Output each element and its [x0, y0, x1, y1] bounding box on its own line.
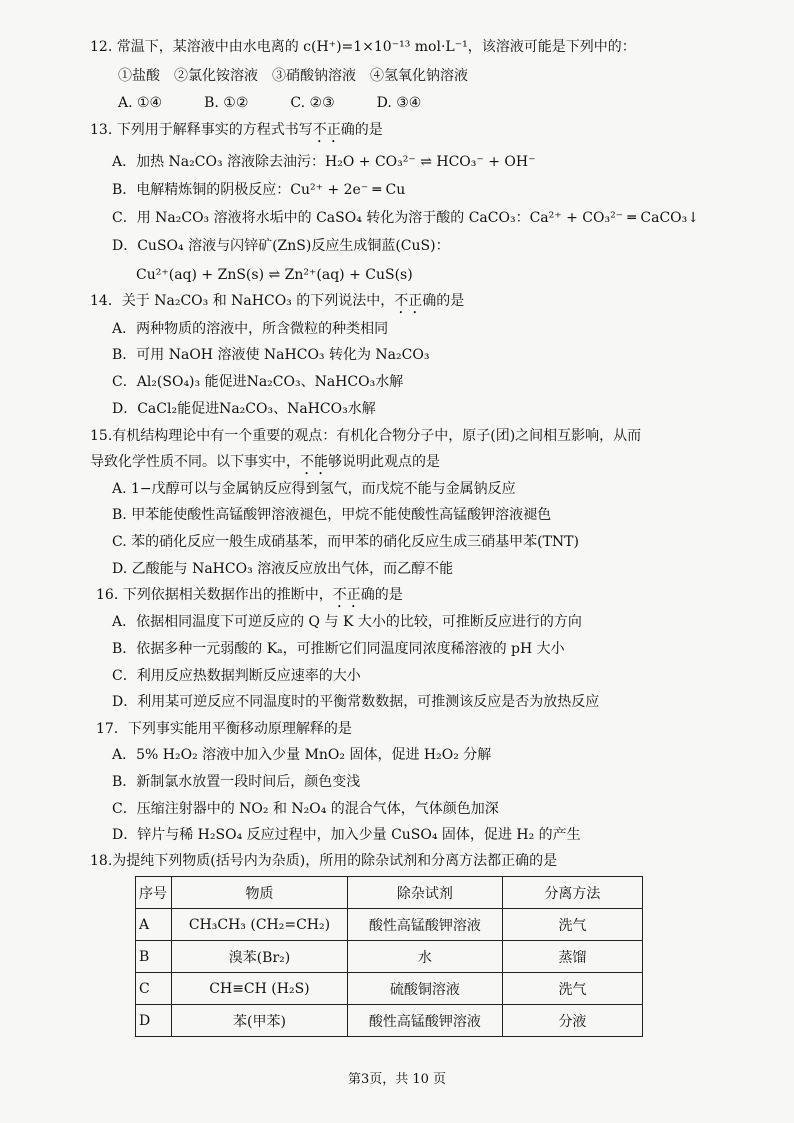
- q12-stem: 12. 常温下，某溶液中由水电离的 c(H⁺)=1×10⁻¹³ mol·L⁻¹，该溶液可能是下列中的：: [90, 39, 636, 55]
- table-row: [136, 973, 643, 1005]
- q12-options: A. ①④ B. ①② C. ②③ D. ③④: [118, 95, 422, 111]
- q17-option-b: B．新制氯水放置一段时间后，颜色变浅: [112, 774, 361, 790]
- q15-stem-pre: 导致化学性质不同。以下事实中，: [90, 454, 300, 470]
- q18-table: [135, 876, 643, 1037]
- q13-stem: [90, 121, 383, 146]
- table-cell: 洗气: [502, 973, 642, 1005]
- table-header-cell: 分离方法: [502, 877, 642, 909]
- q12-items: ①盐酸 ②氯化铵溶液 ③硝酸钠溶液 ④氢氧化钠溶液: [118, 68, 468, 84]
- q13-stem-pre: 13. 下列用于解释事实的方程式书写: [90, 122, 313, 138]
- table-cell: B: [136, 941, 172, 973]
- q16-stem-pre: 16. 下列依据相关数据作出的推断中，: [96, 587, 333, 603]
- q17-stem: 17．下列事实能用平衡移动原理解释的是: [96, 721, 352, 737]
- q15-option-d: D. 乙酸能与 NaHCO₃ 溶液反应放出气体，而乙醇不能: [112, 561, 454, 577]
- q13-stem-post: 确的是: [340, 122, 383, 138]
- table-cell: 分液: [502, 1005, 642, 1037]
- table-header-cell: 序号: [136, 877, 172, 909]
- q15-stem-post: 够说明此观点的是: [328, 454, 440, 470]
- q15-stem-line1: 15.有机结构理论中有一个重要的观点：有机化合物分子中，原子(团)之间相互影响，从而: [90, 428, 642, 444]
- table-header-cell: 除杂试剂: [347, 877, 502, 909]
- table-cell: 酸性高锰酸钾溶液: [347, 909, 502, 941]
- q14-option-d: D．CaCl₂能促进Na₂CO₃、NaHCO₃水解: [112, 401, 376, 417]
- table-cell: CH₃CH₃ (CH₂=CH₂): [172, 909, 348, 941]
- q14-option-a: A．两种物质的溶液中，所含微粒的种类相同: [112, 321, 389, 337]
- q16-stem-emphasis: 不正: [332, 587, 361, 603]
- table-cell: 苯(甲苯): [172, 1005, 348, 1037]
- table-cell: 洗气: [502, 909, 642, 941]
- q13-option-d-equation: Cu²⁺(aq) + ZnS(s) ⇌ Zn²⁺(aq) + CuS(s): [136, 267, 413, 283]
- q13-option-c: C．用 Na₂CO₃ 溶液将水垢中的 CaSO₄ 转化为溶于酸的 CaCO₃：Ca²⁺ + CO₃²⁻ ═ CaCO₃↓: [112, 210, 699, 226]
- table-cell: 硫酸铜溶液: [347, 973, 502, 1005]
- table-cell: 水: [347, 941, 502, 973]
- q14-stem-emphasis: 不正: [394, 293, 423, 309]
- q17-option-c: C．压缩注射器中的 NO₂ 和 N₂O₄ 的混合气体，气体颜色加深: [112, 801, 499, 817]
- page-footer: 第3页，共 10 页: [347, 1072, 447, 1087]
- q14-stem-pre: 14．关于 Na₂CO₃ 和 NaHCO₃ 的下列说法中，: [90, 293, 395, 309]
- table-header-cell: 物质: [172, 877, 348, 909]
- table-cell: 蒸馏: [502, 941, 642, 973]
- table-row: [136, 1005, 643, 1037]
- q13-option-b: B．电解精炼铜的阴极反应：Cu²⁺ + 2e⁻ ═ Cu: [112, 182, 406, 198]
- q13-stem-emphasis: 不正: [312, 122, 341, 138]
- q15-stem-emphasis: 不能: [300, 454, 328, 470]
- q16-option-a: A．依据相同温度下可逆反应的 Q 与 K 大小的比较，可推断反应进行的方向: [112, 614, 582, 630]
- table-cell: C: [136, 973, 172, 1005]
- table-row: [136, 909, 643, 941]
- q17-option-d: D．锌片与稀 H₂SO₄ 反应过程中，加入少量 CuSO₄ 固体，促进 H₂ 的产生: [112, 827, 581, 843]
- q14-stem: [90, 292, 464, 317]
- q13-option-d: D．CuSO₄ 溶液与闪锌矿(ZnS)反应生成铜蓝(CuS)：: [112, 238, 450, 254]
- q14-option-c: C．Al₂(SO₄)₃ 能促进Na₂CO₃、NaHCO₃水解: [112, 374, 404, 390]
- q15-option-b: B. 甲苯能使酸性高锰酸钾溶液褪色，甲烷不能使酸性高锰酸钾溶液褪色: [112, 507, 552, 523]
- q14-option-b: B．可用 NaOH 溶液使 NaHCO₃ 转化为 Na₂CO₃: [112, 347, 430, 363]
- q17-option-a: A．5% H₂O₂ 溶液中加入少量 MnO₂ 固体，促进 H₂O₂ 分解: [112, 747, 492, 763]
- q14-stem-post: 确的是: [422, 293, 465, 309]
- table-header-row: [136, 877, 643, 909]
- q16-option-c: C．利用反应热数据判断反应速率的大小: [112, 668, 361, 684]
- q16-stem-post: 确的是: [360, 587, 403, 603]
- q15-stem-line2: [90, 453, 440, 478]
- table-cell: 酸性高锰酸钾溶液: [347, 1005, 502, 1037]
- q16-option-d: D．利用某可逆反应不同温度时的平衡常数数据，可推测该反应是否为放热反应: [112, 694, 600, 710]
- q13-option-a: A．加热 Na₂CO₃ 溶液除去油污：H₂O + CO₃²⁻ ⇌ HCO₃⁻ + OH⁻: [112, 154, 536, 170]
- table-cell: A: [136, 909, 172, 941]
- q16-stem: [96, 586, 403, 611]
- table-row: [136, 941, 643, 973]
- q18-stem: 18.为提纯下列物质(括号内为杂质)，所用的除杂试剂和分离方法都正确的是: [90, 853, 558, 869]
- q16-option-b: B．依据多种一元弱酸的 Kₐ，可推断它们同温度同浓度稀溶液的 pH 大小: [112, 641, 565, 657]
- table-cell: 溴苯(Br₂): [172, 941, 348, 973]
- q15-option-c: C. 苯的硝化反应一般生成硝基苯，而甲苯的硝化反应生成三硝基甲苯(TNT): [112, 534, 579, 550]
- table-cell: D: [136, 1005, 172, 1037]
- q15-option-a: A. 1−戊醇可以与金属钠反应得到氢气，而戊烷不能与金属钠反应: [112, 481, 516, 497]
- table-cell: CH≡CH (H₂S): [172, 973, 348, 1005]
